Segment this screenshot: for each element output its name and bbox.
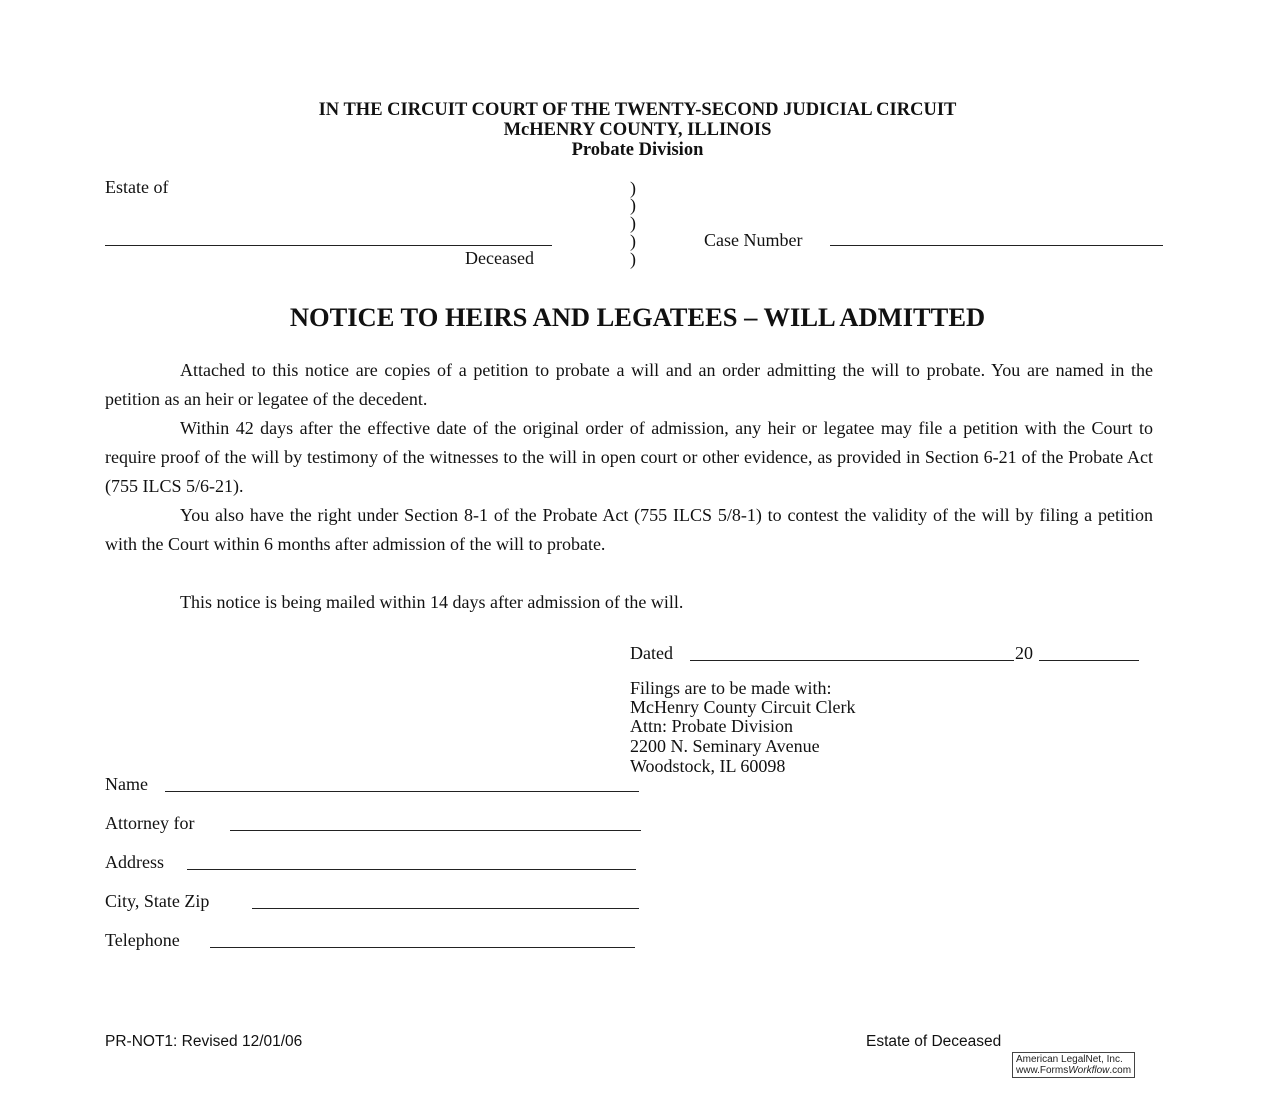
attorney-for-field[interactable] [230, 815, 641, 831]
date-field[interactable] [690, 645, 1014, 661]
filing-city: Woodstock, IL 60098 [630, 756, 786, 776]
caption-paren: ) [630, 231, 636, 251]
brand-url-prefix: www.Forms [1016, 1065, 1069, 1076]
court-header-division: Probate Division [571, 140, 704, 160]
court-header-line1: IN THE CIRCUIT COURT OF THE TWENTY-SECOND JUDICIAL CIRCUIT [318, 100, 957, 120]
caption-paren: ) [630, 249, 636, 269]
attorney-name-label: Name [105, 774, 148, 794]
deceased-label: Deceased [465, 248, 534, 268]
body-paragraph-3 [105, 501, 1153, 559]
paragraph-text: You also have the right under Section 8-1 of the Probate Act (755 ILCS 5/8-1) to contest the validity of the will by filing a petition with the Court within 6 months after admission of the will to probate. [105, 505, 1153, 554]
city-state-zip-field[interactable] [252, 893, 639, 909]
body-paragraph-4 [105, 588, 1153, 617]
telephone-label: Telephone [105, 930, 180, 950]
city-state-zip-label: City, State Zip [105, 891, 210, 911]
form-id: PR-NOT1: Revised 12/01/06 [105, 1033, 303, 1050]
estate-name-field[interactable] [105, 230, 552, 246]
brand-url-italic: Workflow [1068, 1065, 1110, 1076]
caption-paren: ) [630, 213, 636, 233]
year-field[interactable] [1039, 645, 1139, 661]
brand-name: American LegalNet, Inc. [1016, 1054, 1123, 1065]
address-label: Address [105, 852, 164, 872]
court-header-county: McHENRY COUNTY, ILLINOIS [503, 120, 772, 140]
filing-clerk: McHenry County Circuit Clerk [630, 697, 856, 717]
brand-box [1012, 1052, 1135, 1078]
caption-paren: ) [630, 195, 636, 215]
filing-attn: Attn: Probate Division [630, 716, 793, 736]
brand-url-suffix: .com [1109, 1065, 1132, 1076]
attorney-for-label: Attorney for [105, 813, 195, 833]
paragraph-text: This notice is being mailed within 14 days after admission of the will. [180, 592, 684, 612]
case-number-label: Case Number [704, 230, 803, 250]
dated-label: Dated [630, 643, 673, 663]
attorney-name-field[interactable] [165, 776, 639, 792]
year-prefix: 20 [1015, 643, 1033, 663]
document-title: NOTICE TO HEIRS AND LEGATEES – WILL ADMITTED [289, 302, 986, 332]
footer-estate-label: Estate of Deceased [866, 1033, 1002, 1050]
paragraph-text: Within 42 days after the effective date of the original order of admission, any heir or legatee may file a petition with the Court to require proof of the will by testimony of the witnesses to the will in open court or other evidence, as provided in Section 6-21 of the Probate Act (755 ILCS 5/6-21). [105, 418, 1153, 496]
caption-paren: ) [630, 178, 636, 198]
estate-of-label: Estate of [105, 177, 169, 197]
filing-street: 2200 N. Seminary Avenue [630, 736, 820, 756]
body-paragraph-2 [105, 414, 1153, 501]
case-number-field[interactable] [830, 230, 1163, 246]
brand-url [1016, 1065, 1131, 1076]
paragraph-text: Attached to this notice are copies of a petition to probate a will and an order admitting the will to probate. You are named in the petition as an heir or legatee of the decedent. [105, 360, 1153, 409]
telephone-field[interactable] [210, 932, 635, 948]
body-paragraph-1 [105, 356, 1153, 414]
address-field[interactable] [187, 854, 636, 870]
filing-intro: Filings are to be made with: [630, 678, 832, 698]
